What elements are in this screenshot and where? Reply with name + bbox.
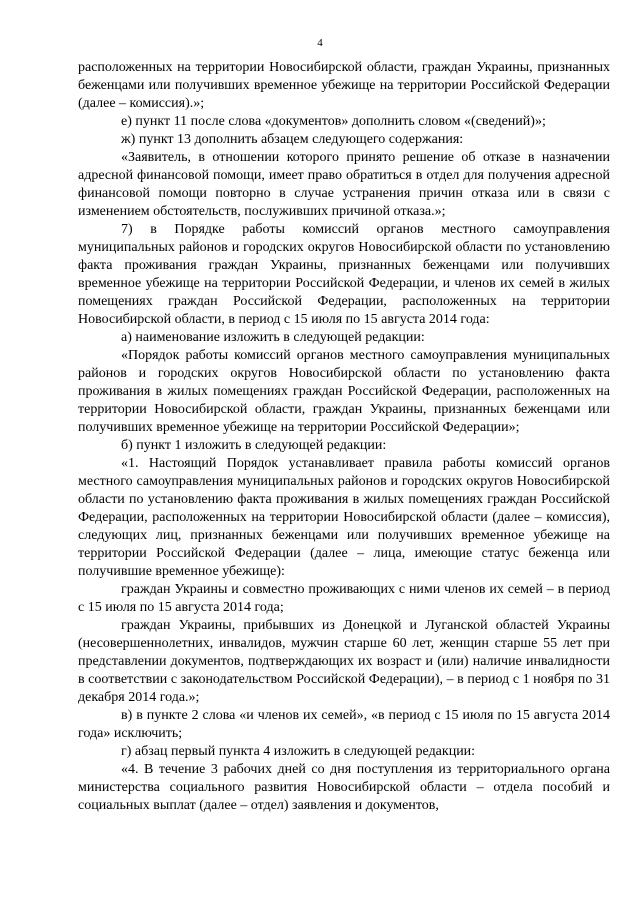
paragraph: «Заявитель, в отношении которого принято решение об отказе в назначении адресной финансовой помощи, имеет право обратиться в отдел для получения адресной финансовой помощи повторно в случае устранения причин отказа или в связи с изменением обстоятельств, послуживших причиной отказа.»;	[78, 150, 610, 219]
paragraph: «4. В течение 3 рабочих дней со дня поступления из территориального органа министерства социального развития Новосибирской области – отдела пособий и социальных выплат (далее – отдел) заявления и документов,	[78, 762, 610, 813]
paragraph: е) пункт 11 после слова «документов» дополнить словом «(сведений)»;	[121, 114, 546, 129]
document-body	[78, 59, 610, 815]
paragraph: «Порядок работы комиссий органов местного самоуправления муниципальных районов и городских округов Новосибирской области по установлению факта проживания в жилых помещениях граждан Российской Федерации, расположенных на территории Новосибирской области, граждан Украины, признанных беженцами или получивших временное убежище на территории Российской Федерации»;	[78, 348, 610, 435]
paragraph: 7) в Порядке работы комиссий органов местного самоуправления муниципальных районов и городских округов Новосибирской области по установлению факта проживания граждан Украины, признанных беженцами или получивших временное убежище на территории Российской Федерации, и членов их семей в жилых помещениях граждан Российской Федерации, расположенных на территории Новосибирской области, в период с 15 июля по 15 августа 2014 года:	[78, 222, 610, 327]
paragraph: расположенных на территории Новосибирской области, граждан Украины, признанных беженцами или получивших временное убежище на территории Российской Федерации (далее – комиссия).»;	[78, 60, 610, 111]
paragraph: в) в пункте 2 слова «и членов их семей», «в период с 15 июля по 15 августа 2014 года» исключить;	[78, 708, 610, 741]
page-number: 4	[317, 37, 323, 49]
paragraph: граждан Украины, прибывших из Донецкой и Луганской областей Украины (несовершеннолетних, инвалидов, мужчин старше 60 лет, женщин старше 55 лет при представлении документов, подтверждающих их возраст и (или) наличие инвалидности в соответствии с законодательством Российской Федерации), – в период с 1 ноября по 31 декабря 2014 года.»;	[78, 618, 610, 705]
paragraph: «1. Настоящий Порядок устанавливает правила работы комиссий органов местного самоуправления муниципальных районов и городских округов Новосибирской области по установлению факта проживания в жилых помещениях граждан Российской Федерации, расположенных на территории Новосибирской области (далее – комиссия), следующих лиц, признанных беженцами или получивших временное убежище на территории Российской Федерации (далее – лица, имеющие статус беженца или получившие временное убежище):	[78, 456, 610, 579]
paragraph: а) наименование изложить в следующей редакции:	[121, 330, 425, 345]
paragraph: граждан Украины и совместно проживающих с ними членов их семей – в период с 15 июля по 15 августа 2014 года;	[78, 582, 610, 615]
paragraph: г) абзац первый пункта 4 изложить в следующей редакции:	[121, 744, 476, 759]
paragraph: б) пункт 1 изложить в следующей редакции:	[121, 438, 387, 453]
paragraph: ж) пункт 13 дополнить абзацем следующего содержания:	[121, 132, 464, 147]
